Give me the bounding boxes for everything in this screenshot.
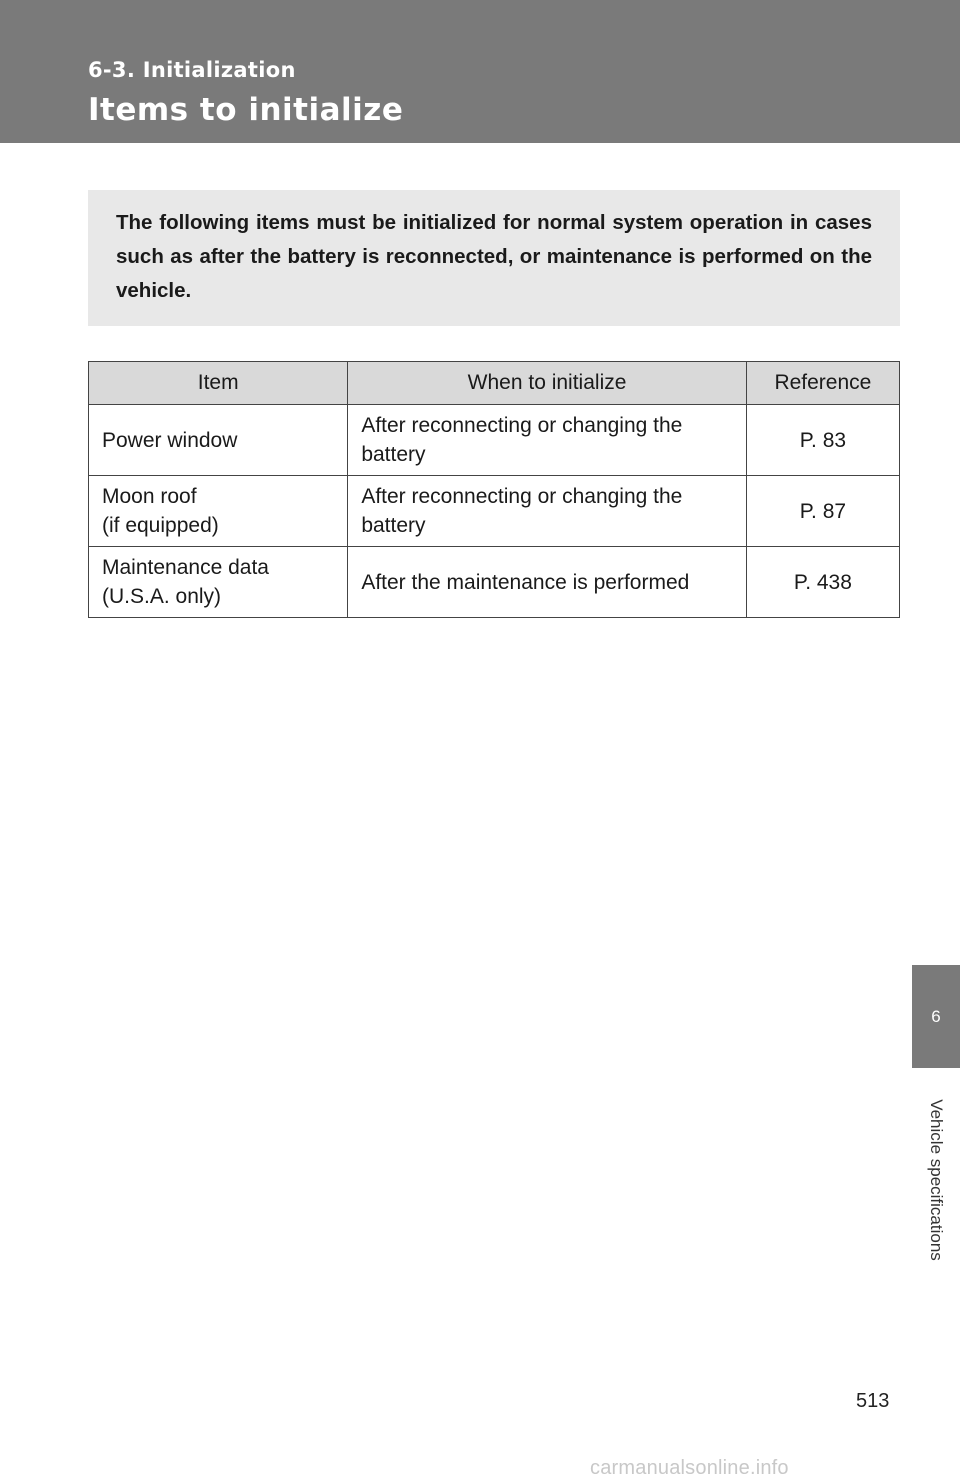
item-text: Maintenance data — [102, 556, 269, 579]
reference-cell: P. 438 — [746, 547, 899, 618]
reference-cell: P. 87 — [746, 476, 899, 547]
chapter-tab: 6 — [912, 965, 960, 1068]
item-note: (if equipped) — [102, 514, 219, 537]
intro-text: The following items must be initialized for normal system operation in cases such as after the battery is reconnected, or maintenance is performed on the vehicle. — [116, 211, 872, 302]
item-cell — [89, 405, 348, 476]
reference-cell: P. 83 — [746, 405, 899, 476]
column-header-item: Item — [89, 362, 348, 405]
section-number: 6-3. Initialization — [88, 58, 296, 82]
when-line: After the maintenance is performed — [361, 570, 690, 594]
column-header-when: When to initialize — [348, 362, 746, 405]
table-row — [89, 476, 900, 547]
when-cell — [348, 547, 746, 618]
when-line: After reconnecting or changing the — [361, 485, 683, 508]
page-number: 513 — [856, 1390, 890, 1412]
when-line: battery — [361, 443, 426, 466]
when-cell — [348, 405, 746, 476]
intro-box — [88, 190, 900, 326]
item-text: Power window — [102, 428, 238, 452]
table-row — [89, 547, 900, 618]
chapter-tab-label: Vehicle specifications — [927, 1099, 946, 1261]
table-header-row — [89, 362, 900, 405]
item-cell — [89, 476, 348, 547]
table-row — [89, 405, 900, 476]
chapter-header — [0, 0, 960, 143]
column-header-reference: Reference — [746, 362, 899, 405]
watermark: carmanualsonline.info — [590, 1457, 789, 1479]
item-cell — [89, 547, 348, 618]
page-title: Items to initialize — [88, 92, 404, 128]
item-note: (U.S.A. only) — [102, 585, 222, 608]
when-cell — [348, 476, 746, 547]
when-line: battery — [361, 514, 426, 537]
item-text: Moon roof — [102, 485, 197, 508]
initialization-table — [88, 361, 900, 618]
when-line: After reconnecting or changing the — [361, 414, 683, 437]
